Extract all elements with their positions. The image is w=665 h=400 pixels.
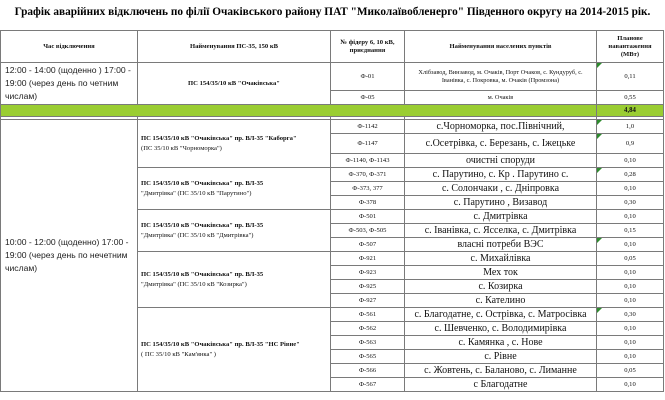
header-row (1, 31, 664, 63)
planned-load: 0,30 (597, 308, 664, 322)
cell-comment-marker (597, 134, 602, 139)
settlements: с. Іванівка, с. Ясселка, с. Дмитрівка (405, 224, 597, 238)
feeder-number: Ф-923 (331, 266, 405, 280)
settlements: с. Благодатне, с. Острівка, с. Матросівка (405, 308, 597, 322)
feeder-number: Ф-563 (331, 336, 405, 350)
feeder-number: Ф-501 (331, 210, 405, 224)
settlements: Мех ток (405, 266, 597, 280)
planned-load: 0,05 (597, 252, 664, 266)
settlements: с. Парутино , Визавод (405, 196, 597, 210)
feeder-number: Ф-565 (331, 350, 405, 364)
planned-load: 0,11 (597, 63, 664, 91)
header-feeder: № фідеру 6, 10 кВ, приєднання (331, 31, 405, 63)
settlements: Хлібзавод, Винзавод, м. Очаків, Порт Очаков, с. Кундуруб, с. Іванівка, с. Покровка, м. Очаків (Промзона) (405, 63, 597, 91)
header-power: Планове навантаження (МВт) (597, 31, 664, 63)
settlements: с. Козирка (405, 280, 597, 294)
planned-load: 0,10 (597, 336, 664, 350)
settlements: с Благодатне (405, 378, 597, 392)
planned-load: 0,10 (597, 182, 664, 196)
substation-name: ПС 154/35/10 кВ "Очаківська" пр. ВЛ-35 "Дмитрівка" (ПС 35/10 кВ "Дмитрівка") (138, 210, 331, 252)
planned-load: 0,10 (597, 294, 664, 308)
page-title: Графік аварійних відключень по філії Очаківського району ПАТ "Миколаївобленерго" Південного округу на 2014-2015 рік. (14, 6, 651, 18)
substation-name: ПС 154/35/10 кВ "Очаківська" пр. ВЛ-35 "Дмитрівка" (ПС 35/10 кВ "Козирка") (138, 252, 331, 308)
planned-load: 0,15 (597, 224, 664, 238)
table-row (1, 120, 664, 134)
outage-time: 10:00 - 12:00 (щоденно) 17:00 - 19:00 (через день по нечетним числам) (1, 120, 138, 392)
total-load: 4,84 (597, 105, 664, 117)
settlements: с. Солончаки , с. Дніпровка (405, 182, 597, 196)
feeder-number: Ф-373, 377 (331, 182, 405, 196)
cell-comment-marker (597, 238, 602, 243)
settlements: с. Дмитрівка (405, 210, 597, 224)
planned-load: 0,10 (597, 210, 664, 224)
substation-name: ПС 154/35/10 кВ "Очаківська" пр. ВЛ-35 "НС Рівне" ( ПС 35/10 кВ "Кам'янка" ) (138, 308, 331, 392)
settlements: с.Осетрівка, с. Березань, с. Іжецьке (405, 134, 597, 154)
header-settlements: Найменування населених пунктів (405, 31, 597, 63)
planned-load: 0,10 (597, 238, 664, 252)
planned-load: 0,10 (597, 378, 664, 392)
settlements: очистні споруди (405, 154, 597, 168)
header-time: Час відключення (1, 31, 138, 63)
planned-load: 0,10 (597, 280, 664, 294)
settlements: с. Шевченко, с. Володимирівка (405, 322, 597, 336)
settlements: с. Парутино, с. Кр . Парутино с. (405, 168, 597, 182)
settlements: с. Жовтень, с. Баланово, с. Лиманне (405, 364, 597, 378)
table-row (1, 63, 664, 91)
planned-load: 0,10 (597, 266, 664, 280)
total-spacer (1, 105, 597, 117)
planned-load: 0,10 (597, 322, 664, 336)
settlements: власні потреби ВЭС (405, 238, 597, 252)
feeder-number: Ф-925 (331, 280, 405, 294)
feeder-number: Ф-378 (331, 196, 405, 210)
settlements: м. Очаків (405, 91, 597, 105)
feeder-number: Ф-01 (331, 63, 405, 91)
planned-load: 0,10 (597, 154, 664, 168)
feeder-number: Ф-1140, Ф-1143 (331, 154, 405, 168)
cell-comment-marker (597, 308, 602, 313)
feeder-number: Ф-927 (331, 294, 405, 308)
settlements: с. Кателино (405, 294, 597, 308)
cell-comment-marker (597, 120, 602, 125)
planned-load: 0,55 (597, 91, 664, 105)
outage-time: 12:00 - 14:00 (щоденно ) 17:00 - 19:00 (через день по четним числам) (1, 63, 138, 105)
substation-name: ПС 154/35/10 кВ "Очаківська" пр. ВЛ-35 "Каборга" (ПС 35/10 кВ "Чорноморка") (138, 120, 331, 168)
planned-load: 0,10 (597, 350, 664, 364)
cell-comment-marker (597, 168, 602, 173)
substation-name: ПС 154/35/10 кВ "Очаківська" пр. ВЛ-35 "Дмитрівка" (ПС 35/10 кВ "Парутино") (138, 168, 331, 210)
feeder-number: Ф-566 (331, 364, 405, 378)
feeder-number: Ф-370, Ф-371 (331, 168, 405, 182)
feeder-number: Ф-567 (331, 378, 405, 392)
substation-name: ПС 154/35/10 кВ "Очаківська" (138, 63, 331, 105)
feeder-number: Ф-562 (331, 322, 405, 336)
settlements: с.Чорноморка, пос.Північний, (405, 120, 597, 134)
planned-load: 1,0 (597, 120, 664, 134)
outage-schedule-table (0, 30, 664, 392)
header-substation: Найменування ПС-35, 150 кВ (138, 31, 331, 63)
feeder-number: Ф-561 (331, 308, 405, 322)
settlements: с. Рівне (405, 350, 597, 364)
feeder-number: Ф-921 (331, 252, 405, 266)
feeder-number: Ф-507 (331, 238, 405, 252)
planned-load: 0,05 (597, 364, 664, 378)
planned-load: 0,9 (597, 134, 664, 154)
feeder-number: Ф-1142 (331, 120, 405, 134)
cell-comment-marker (597, 63, 602, 68)
total-row (1, 105, 664, 117)
planned-load: 0,30 (597, 196, 664, 210)
feeder-number: Ф-503, Ф-505 (331, 224, 405, 238)
feeder-number: Ф-1147 (331, 134, 405, 154)
settlements: с. Михайлівка (405, 252, 597, 266)
settlements: с. Камянка , с. Нове (405, 336, 597, 350)
planned-load: 0,28 (597, 168, 664, 182)
feeder-number: Ф-05 (331, 91, 405, 105)
